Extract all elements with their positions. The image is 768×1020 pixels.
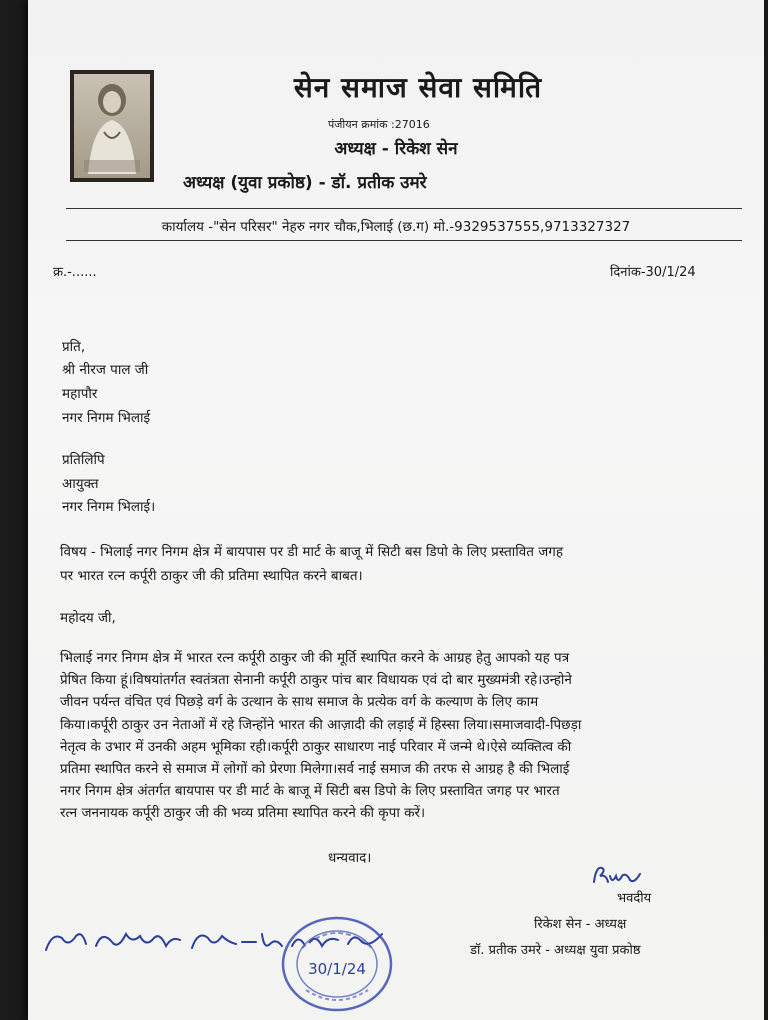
header-divider-top (66, 208, 742, 209)
stamp-date: 30/1/24 (308, 960, 366, 978)
office-address: कार्यालय -"सेन परिसर" नेहरु नगर चौक,भिलाई (छ.ग) मो.-9329537555,9713327327 (161, 219, 631, 235)
recipient-to: प्रति, (62, 339, 86, 355)
youth-president-line: अध्यक्ष (युवा प्रकोष्ठ) - डॉ. प्रतीक उमरे (183, 173, 427, 193)
recipient-designation: महापौर (62, 386, 98, 402)
closing-text: भवदीय (617, 891, 652, 906)
copy-to-designation: आयुक्त (62, 476, 99, 492)
org-title: सेन समाज सेवा समिति (293, 71, 543, 104)
letter-body (60, 647, 740, 825)
body-line: भिलाई नगर निगम क्षेत्र में भारत रत्न कर्पूरी ठाकुर जी की मूर्ति स्थापित करने के आग्रह हेतु आपको यह पत्र (60, 650, 570, 666)
portrait-figure-image (74, 74, 150, 178)
body-line: नेतृत्व के उभार में उनकी अहम भूमिका रही।कर्पूरी ठाकुर साधारण नाई परिवार में जन्मे थे।ऐसे व्यक्तित्व की (60, 738, 572, 755)
president-line: अध्यक्ष - रिकेश सेन (334, 139, 458, 159)
letter-date: दिनांक-30/1/24 (610, 265, 696, 280)
body-line: नगर निगम क्षेत्र अंतर्गत बायपास पर डी मार्ट के बाजू में सिटी बस डिपो के लिए प्रस्तावित जगह पर भारत (60, 783, 560, 800)
body-line: प्रेषित किया हूं।विषयांतर्गत स्वतंत्रता सेनानी कर्पूरी ठाकुर पांच बार विधायक एवं दो बार मुख्यमंत्री रहे।उन्होने (60, 672, 572, 689)
received-stamp (278, 910, 396, 1014)
recipient-office: नगर निगम भिलाई (62, 410, 151, 426)
signature-initials (590, 862, 644, 888)
subject-line: पर भारत रत्न कर्पूरी ठाकुर जी की प्रतिमा स्थापित करने बाबत। (60, 568, 363, 584)
thanks-text: धन्यवाद। (328, 850, 372, 866)
registration-number: पंजीयन क्रमांक :27016 (328, 118, 430, 131)
signer-2: डॉ. प्रतीक उमरे - अध्यक्ष युवा प्रकोष्ठ (470, 943, 641, 958)
letter-page (28, 0, 764, 1020)
reference-number: क्र.-...... (53, 265, 97, 280)
body-line: प्रतिमा स्थापित करने से समाज में लोगों को प्रेरणा मिलेगा।सर्व नाई समाज की तरफ से आग्रह है की भिलाई (60, 761, 570, 778)
copy-to-label: प्रतिलिपि (62, 452, 105, 468)
recipient-name: श्री नीरज पाल जी (62, 362, 149, 378)
body-line: किया।कर्पूरी ठाकुर उन नेताओं में रहे जिन्होंने भारत की आज़ादी की लड़ाई में हिस्सा लिया।समाजवादी-पिछड़ा (60, 716, 582, 733)
body-line: रत्न जननायक कर्पूरी ठाकुर जी की भव्य प्रतिमा स्थापित करने की कृपा करें। (60, 805, 426, 822)
portrait-photo (70, 70, 154, 182)
copy-to-office: नगर निगम भिलाई। (62, 499, 156, 515)
subject-line: विषय - भिलाई नगर निगम क्षेत्र में बायपास पर डी मार्ट के बाजू में सिटी बस डिपो के लिए प्रस्तावित जगह (60, 544, 564, 560)
body-line: जीवन पर्यन्त वंचित एवं पिछड़े वर्ग के उत्थान के साथ समाज के प्रत्येक वर्ग के कल्याण के लिए काम (60, 694, 539, 711)
salutation: महोदय जी, (60, 610, 116, 626)
header-divider-bottom (66, 240, 742, 241)
signer-1: रिकेश सेन - अध्यक्ष (534, 917, 627, 932)
